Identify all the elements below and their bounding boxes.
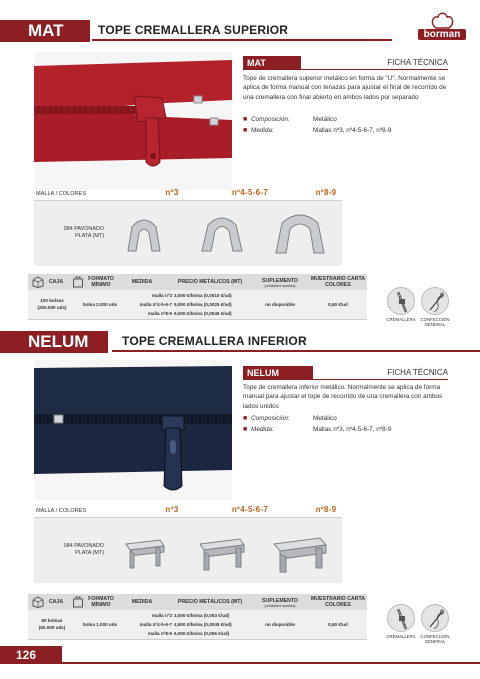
- brand-logo-text: borman: [418, 29, 466, 40]
- table-header: [28, 274, 367, 290]
- spec-value: Mallas nº3, nº4-5-6-7, nº8-9: [313, 426, 392, 433]
- bottom-stop-n3-image: [114, 524, 174, 576]
- zipper-icon: [387, 604, 415, 632]
- color-label-line2: PLATA (MT): [75, 550, 104, 556]
- size-header-n4567: nº4-5-6-7: [231, 188, 269, 197]
- td-medida-2: malla nº4-5-6-7: [139, 302, 172, 307]
- td-caja-line1: 100 bolsas: [40, 298, 64, 303]
- td-medida-1: malla nº3: [151, 613, 172, 618]
- td-medida-3: malla nº8-9: [147, 311, 172, 316]
- product-description: Tope de cremallera inferior metálico. Normalmente se aplica de forma manual para ajustar el tope de recorrido de una cremallera con ambos lados unidos: [243, 384, 443, 410]
- sizes-panel-nelum: [34, 505, 342, 583]
- malla-colores-label: MALLA / COLORES: [36, 191, 87, 197]
- td-precio-3: 9,000 €/bolsa (0,0045 €/ud): [174, 311, 232, 316]
- u-stop-n4567-image: [192, 207, 252, 259]
- bottom-stop-n89-image: [270, 524, 330, 576]
- bullet-icon: ■: [243, 415, 248, 422]
- sizes-panel-mat: [34, 188, 342, 266]
- th-suplemento: SUPLEMENTO: [262, 278, 298, 284]
- section-divider: [112, 350, 480, 352]
- spec-key: Composición:: [251, 415, 290, 422]
- section-header-mat: [0, 20, 480, 42]
- u-stop-n89-image: [270, 207, 330, 259]
- section-header-nelum: [0, 331, 480, 353]
- color-label-line1: 084 PAVONADO: [63, 226, 104, 232]
- sizes-body: [34, 518, 342, 583]
- product-photo-nelum: [34, 360, 232, 500]
- td-precio-1: 3,000 €/bolsa (0,003 €/ud): [174, 613, 230, 618]
- th-medida: MEDIDA: [131, 599, 153, 605]
- td-medida-1: malla nº3: [151, 293, 172, 298]
- page-number: 126: [0, 646, 62, 664]
- size-header-n89: nº8-9: [315, 188, 337, 197]
- icon-caption-cremallera: CREMALLERA: [386, 317, 416, 322]
- td-precio-1: 3,000 €/bolsa (0,0015 €/ud): [174, 293, 232, 298]
- section-code: NELUM: [0, 331, 108, 353]
- size-header-n4567: nº4-5-6-7: [231, 505, 269, 514]
- package-icon: [72, 596, 84, 608]
- th-caja: CAJA: [48, 599, 64, 605]
- color-label: [38, 226, 104, 240]
- td-precio-2: 4,500 €/bolsa (0,0045 €/ud): [174, 622, 232, 627]
- bottom-stop-n4567-image: [192, 524, 252, 576]
- th-formato: FORMATO MÍNIMO: [88, 596, 114, 608]
- size-header-n3: nº3: [165, 505, 179, 514]
- td-medida-2: malla nº4-5-6-7: [139, 622, 172, 627]
- sizes-header: [34, 188, 342, 201]
- u-stop-n3-image: [114, 207, 174, 259]
- ficha-code: NELUM: [243, 366, 313, 380]
- th-suplemento-sub: (unidades sueltas): [264, 604, 296, 608]
- td-formato: bolsa 1.000 uds: [82, 622, 118, 627]
- th-suplemento-sub: (unidades sueltas): [264, 284, 296, 288]
- th-caja: CAJA: [48, 279, 64, 285]
- th-muestrario: MUESTRARIO CARTA COLORES: [310, 596, 366, 608]
- color-label: [38, 543, 104, 557]
- ficha-tecnica-label: FICHA TÉCNICA: [387, 58, 448, 67]
- box-icon: [32, 276, 44, 288]
- package-icon: [72, 276, 84, 288]
- td-muestrario: 0,50 €/ud: [328, 302, 348, 307]
- table-row: [28, 610, 367, 640]
- section-title: TOPE CREMALLERA INFERIOR: [122, 334, 307, 348]
- bullet-icon: ■: [243, 116, 248, 123]
- needle-thread-icon: [421, 287, 449, 315]
- spec-value: Metálico: [313, 116, 337, 123]
- td-suplemento: no disponible: [265, 622, 295, 627]
- th-precio: PRECIO METÁLICOS (MT): [177, 279, 243, 285]
- spec-key: Medida:: [251, 127, 274, 134]
- size-header-n3: nº3: [165, 188, 179, 197]
- spec-key: Medida:: [251, 426, 274, 433]
- product-description: Tope de cremallera superior metálico en forma de "U". Normalmente se aplica de forma manual con tenazas para ajustar el final de recorrido de una cremallera con final abierto en ambos lados por separado: [243, 75, 447, 101]
- td-caja-line2: (60.000 uds): [38, 625, 66, 630]
- sizes-header: [34, 505, 342, 518]
- td-caja-line1: 60 bolsas: [41, 618, 63, 623]
- td-muestrario: 0,50 €/ud: [328, 622, 348, 627]
- bullet-icon: ■: [243, 127, 248, 134]
- th-suplemento: SUPLEMENTO: [262, 598, 298, 604]
- td-medida-3: malla nº8-9: [147, 631, 172, 636]
- th-precio: PRECIO METÁLICOS (MT): [177, 599, 243, 605]
- td-suplemento: no disponible: [265, 302, 295, 307]
- ficha-code: MAT: [243, 56, 301, 70]
- spec-key: Composición:: [251, 116, 290, 123]
- color-label-line2: PLATA (MT): [75, 233, 104, 239]
- section-code: MAT: [0, 20, 90, 42]
- td-precio-3: 6,000 €/bolsa (0,006 €/ud): [174, 631, 230, 636]
- box-icon: [32, 596, 44, 608]
- td-precio-2: 5,000 €/bolsa (0,0025 €/ud): [174, 302, 232, 307]
- size-header-n89: nº8-9: [315, 505, 337, 514]
- table-header: [28, 594, 367, 610]
- zipper-icon: [387, 287, 415, 315]
- td-caja-line2: (200.000 uds): [37, 305, 67, 310]
- icon-caption-confeccion: CONFECCIÓN GENERAL: [420, 317, 450, 327]
- malla-colores-label: MALLA / COLORES: [36, 508, 87, 514]
- th-muestrario: MUESTRARIO CARTA COLORES: [310, 276, 366, 288]
- table-row: [28, 290, 367, 320]
- footer-divider: [62, 662, 480, 664]
- ficha-bar-mat: [243, 56, 448, 70]
- spec-value: Metálico: [313, 415, 337, 422]
- ficha-bar-nelum: [243, 366, 448, 380]
- color-label-line1: 084 PAVONADO: [63, 543, 104, 549]
- icon-caption-confeccion: CONFECCIÓN GENERAL: [420, 634, 450, 644]
- product-photo-mat: [34, 52, 232, 190]
- th-formato: FORMATO MÍNIMO: [88, 276, 114, 288]
- icon-caption-cremallera: CREMALLERA: [386, 634, 416, 639]
- bullet-icon: ■: [243, 426, 248, 433]
- needle-thread-icon: [421, 604, 449, 632]
- page-footer: [0, 646, 480, 664]
- spec-value: Mallas nº3, nº4-5-6-7, nº8-9: [313, 127, 392, 134]
- section-title: TOPE CREMALLERA SUPERIOR: [98, 23, 289, 37]
- sizes-body: [34, 201, 342, 266]
- td-formato: bolsa 2.000 uds: [82, 302, 118, 307]
- ficha-tecnica-label: FICHA TÉCNICA: [387, 368, 448, 377]
- section-divider: [92, 39, 392, 41]
- th-medida: MEDIDA: [131, 279, 153, 285]
